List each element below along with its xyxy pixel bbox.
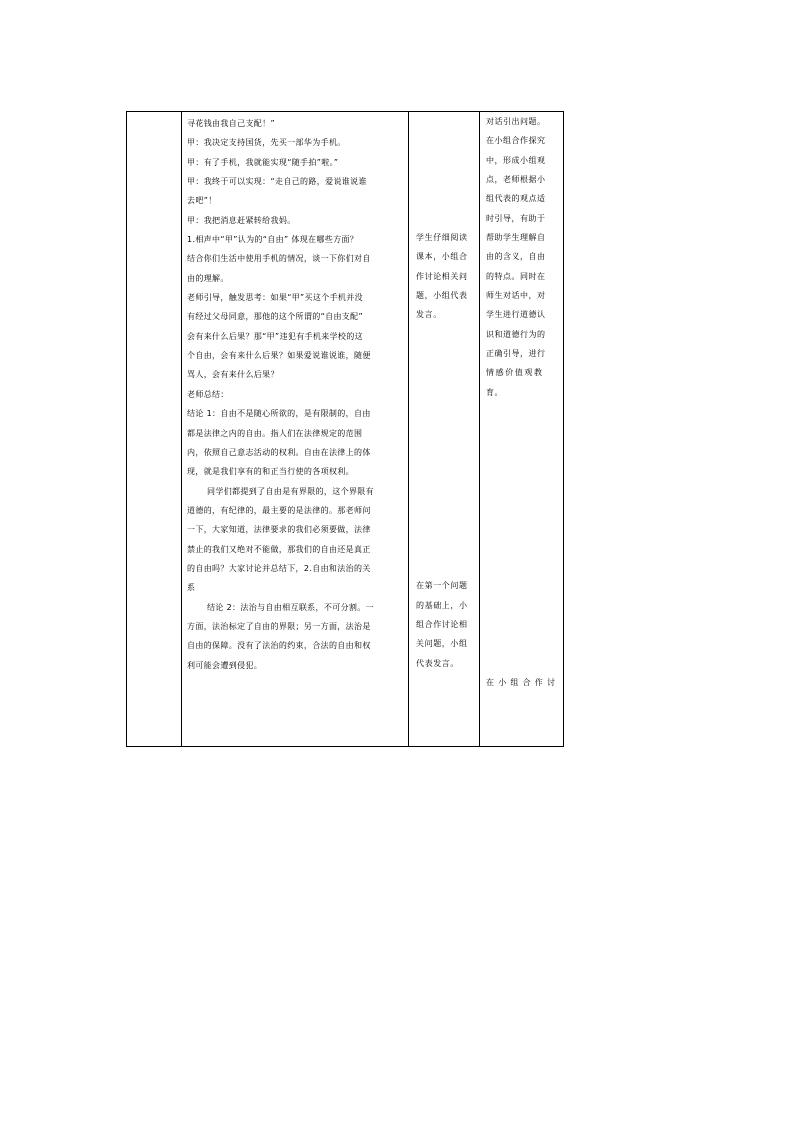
text-line: 时引导，有助于	[486, 213, 546, 223]
text-line: 对话引出问题。	[486, 117, 546, 126]
text-line: 由的含义，自由	[486, 252, 546, 262]
text-line: 结论 1：自由不是随心所欲的，是有限制的，自由	[187, 409, 371, 419]
text-line: 作讨论相关问	[416, 271, 468, 281]
table-row	[127, 112, 564, 747]
text-line: 甲：我把消息赶紧转给我妈。	[187, 215, 296, 225]
text-line: 中，形成小组观	[486, 155, 546, 165]
text-line: 结合你们生活中使用手机的情况，谈一下你们对自	[187, 254, 371, 264]
text-line: 禁止的我们又绝对不能做，那我们的自由还是真正	[187, 544, 371, 554]
text-line: 由的理解。	[187, 273, 229, 283]
text-line: 师生对话中，对	[486, 291, 546, 301]
text-line: 在第一个问题	[416, 581, 468, 591]
text-line: 学生仔细阅读	[416, 233, 468, 243]
text-line: 代表发言。	[416, 658, 459, 668]
design-intent-lines	[480, 112, 563, 692]
content-lines	[182, 112, 408, 675]
design-intent-cell	[480, 112, 564, 747]
text-line: 寻花钱由我自己支配！”	[187, 119, 275, 128]
text-line: 识和道德行为的	[486, 329, 546, 339]
text-line: 个自由，会有来什么后果？如果爱说谁说谁，随便	[187, 351, 371, 361]
text-line: 道德的，有纪律的，最主要的是法律的。那老师问	[187, 505, 371, 515]
text-line: 情感价值观教	[486, 368, 544, 378]
text-line: 在小组合作讨	[486, 677, 559, 687]
blank-cell	[127, 112, 182, 747]
student-activity-cell	[409, 112, 480, 747]
text-line: 题，小组代表	[416, 291, 468, 301]
text-line: 老师引导，触发思考：如果“甲”买这个手机并没	[187, 293, 363, 303]
text-line: 正确引导，进行	[486, 349, 546, 359]
text-line: 同学们都提到了自由是有界限的，这个界限有	[207, 486, 374, 496]
student-activity-lines	[409, 112, 479, 673]
text-line: 老师总结：	[187, 389, 229, 399]
text-line: 发言。	[416, 310, 442, 320]
text-line: 都是法律之内的自由。指人们在法律规定的范围	[187, 428, 363, 438]
text-line: 自由的保障。没有了法治的约束，合法的自由和权	[187, 641, 371, 651]
text-line: 系	[187, 583, 196, 593]
text-line: 的特点。同时在	[486, 271, 546, 281]
text-line: 去吧”！	[187, 196, 217, 206]
text-line: 帮助学生理解自	[486, 233, 546, 243]
text-line: 课本，小组合	[416, 252, 468, 262]
text-line: 关问题，小组	[416, 639, 468, 649]
text-line: 育。	[486, 387, 503, 397]
text-line: 的自由吗？大家讨论并总结下，2.自由和法治的关	[187, 563, 371, 573]
text-line: 在小组合作探究	[486, 136, 546, 146]
text-line: 内，依照自己意志活动的权利。自由在法律上的体	[187, 447, 371, 457]
text-line: 甲：我终于可以实现：“走自己的路，爱说谁说谁	[187, 177, 367, 187]
text-line: 结论 2：法治与自由相互联系，不可分割。一	[207, 602, 374, 612]
text-line: 点，老师根据小	[486, 175, 546, 185]
text-line: 甲：有了手机，我就能实现“随手拍”啦。”	[187, 157, 339, 167]
lesson-plan-table	[126, 111, 564, 747]
text-line: 学生进行道德认	[486, 310, 546, 320]
text-line: 骂人，会有来什么后果？	[187, 370, 279, 380]
text-line: 有经过父母同意，那他的这个所谓的“自由支配”	[187, 312, 363, 322]
text-line: 利可能会遭到侵犯。	[187, 660, 263, 670]
content-cell	[182, 112, 409, 747]
text-line: 一下，大家知道，法律要求的我们必须要做，法律	[187, 525, 371, 535]
text-line: 组代表的观点适	[486, 194, 546, 204]
text-line: 1.相声中“甲”认为的“自由” 体现在哪些方面？	[187, 235, 359, 245]
text-line: 甲：我决定支持国货，先买一部华为手机。	[187, 138, 346, 148]
text-line: 方面，法治标定了自由的界限；另一方面，法治是	[187, 621, 371, 631]
text-line: 组合作讨论相	[416, 619, 468, 629]
text-line: 现，就是我们享有的和正当行使的各项权利。	[187, 467, 354, 477]
text-line: 会有来什么后果？那“甲”违犯有手机来学校的这	[187, 331, 363, 341]
text-line: 的基础上，小	[416, 600, 468, 610]
